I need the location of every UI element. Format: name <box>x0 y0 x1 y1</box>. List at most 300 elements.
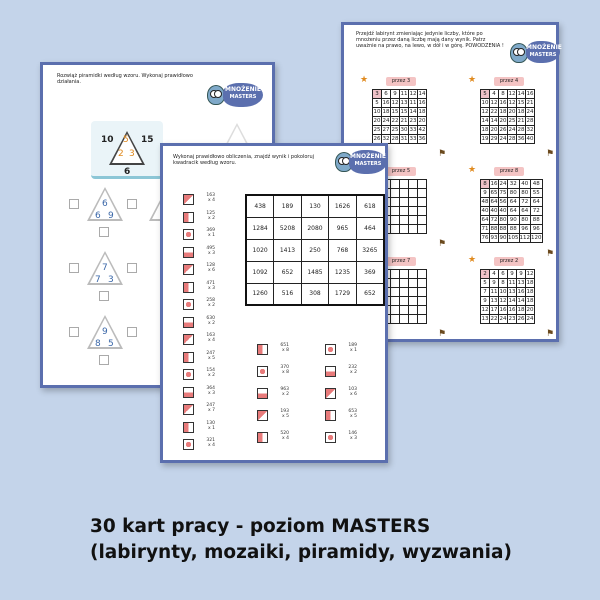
maze-cell[interactable]: 18 <box>526 298 534 304</box>
multiplication-task <box>197 316 215 326</box>
maze-cell[interactable]: 21 <box>400 118 408 124</box>
maze-cell[interactable]: 24 <box>508 127 516 133</box>
maze-cell[interactable] <box>391 306 400 315</box>
maze-cell[interactable]: 21 <box>517 118 525 124</box>
start-star-icon: ★ <box>468 165 477 175</box>
maze-cell[interactable]: 27 <box>382 127 390 133</box>
maze-cell[interactable]: 16 <box>517 289 525 295</box>
multiplication-task <box>271 365 289 375</box>
task-multiplier: x 2 <box>208 373 215 378</box>
maze-cell[interactable]: 29 <box>490 136 498 142</box>
maze-cell[interactable]: 88 <box>499 226 507 232</box>
mosaic-cell[interactable]: 2080 <box>301 217 329 239</box>
maze-cell[interactable]: 13 <box>517 280 525 286</box>
maze-cell[interactable]: 40 <box>519 180 531 189</box>
mosaic-cell[interactable]: 965 <box>329 217 357 239</box>
maze-cell[interactable] <box>391 297 400 306</box>
maze-cell[interactable] <box>418 288 427 297</box>
maze-cell[interactable]: 12 <box>508 91 516 97</box>
maze-cell[interactable]: 14 <box>490 118 498 124</box>
finish-flag-icon: ⚑ <box>546 249 555 259</box>
maze-cell[interactable]: 24 <box>526 109 534 115</box>
maze-cell[interactable]: 90 <box>508 216 520 225</box>
maze-cell[interactable]: 12 <box>481 307 489 313</box>
maze-cell[interactable]: 25 <box>373 127 381 133</box>
answer-box[interactable] <box>99 227 109 237</box>
maze-cell[interactable] <box>400 198 409 207</box>
maze-cell[interactable]: 64 <box>508 198 520 207</box>
task-number: 370 <box>280 365 289 370</box>
mosaic-sample-tile <box>183 334 194 345</box>
maze-cell[interactable]: 10 <box>373 109 381 115</box>
maze-cell[interactable] <box>409 279 418 288</box>
maze-cell[interactable]: 64 <box>508 207 520 216</box>
maze-cell[interactable]: 5 <box>481 279 490 288</box>
finish-flag-icon: ⚑ <box>438 149 447 159</box>
maze-cell[interactable] <box>418 198 427 207</box>
maze-cell[interactable]: 36 <box>418 136 426 142</box>
mosaic-cell[interactable]: 369 <box>356 261 384 283</box>
maze-cell[interactable]: 64 <box>481 217 489 223</box>
maze-cell[interactable]: 96 <box>519 225 531 234</box>
maze-cell[interactable]: 88 <box>490 226 498 232</box>
maze-cell[interactable]: 23 <box>409 118 417 124</box>
maze-cell[interactable]: 4 <box>490 270 499 279</box>
maze-cell[interactable]: 13 <box>481 316 489 322</box>
multiplication-task <box>197 351 215 361</box>
mosaic-cell[interactable]: 1092 <box>246 261 274 283</box>
maze-cell[interactable]: 12 <box>508 100 516 106</box>
maze-cell[interactable] <box>391 270 400 279</box>
maze-cell[interactable]: 71 <box>481 226 489 232</box>
multiplication-task <box>197 421 215 431</box>
mosaic-cell[interactable]: 1284 <box>246 217 274 239</box>
mosaic-cell[interactable]: 308 <box>301 283 329 305</box>
mosaic-sample-tile <box>257 410 268 421</box>
maze-cell[interactable]: 10 <box>481 100 489 106</box>
maze-cell[interactable]: 15 <box>391 109 399 115</box>
maze-label: przez 7 <box>386 257 416 266</box>
maze-cell[interactable]: 12 <box>490 100 498 106</box>
maze-cell[interactable]: 36 <box>517 136 525 142</box>
maze-cell[interactable]: 55 <box>531 189 543 198</box>
maze-cell[interactable]: 32 <box>526 127 534 133</box>
maze-cell[interactable]: 31 <box>400 136 408 142</box>
maze-cell[interactable]: 16 <box>490 181 498 187</box>
maze-cell[interactable] <box>418 297 427 306</box>
mosaic-cell[interactable]: 652 <box>356 283 384 305</box>
maze-cell[interactable] <box>400 207 409 216</box>
maze-cell[interactable]: 9 <box>508 270 517 279</box>
maze-cell[interactable]: 28 <box>391 136 399 142</box>
mosaic-sample-tile <box>183 229 194 240</box>
maze-cell[interactable]: 56 <box>499 199 507 205</box>
maze-cell[interactable] <box>409 180 418 189</box>
maze-cell[interactable]: 13 <box>490 298 498 304</box>
maze-cell[interactable]: 18 <box>517 307 525 313</box>
task-multiplier: x 1 <box>208 233 215 238</box>
maze-cell[interactable]: 26 <box>517 316 525 322</box>
task-number: 163 <box>206 333 215 338</box>
maze-cell[interactable]: 30 <box>400 127 408 133</box>
maze-row <box>481 207 543 216</box>
maze-cell[interactable]: 65 <box>490 190 498 196</box>
example-top-right: 15 <box>141 135 154 145</box>
maze-cell[interactable]: 19 <box>481 136 489 142</box>
maze-cell[interactable]: 8 <box>499 90 508 99</box>
maze-cell[interactable] <box>400 189 409 198</box>
maze-cell[interactable]: 11 <box>400 91 408 97</box>
maze-cell[interactable]: 12 <box>526 271 534 277</box>
mosaic-cell[interactable]: 1235 <box>329 261 357 283</box>
mosaic-sample-tile <box>183 352 194 363</box>
maze-cell[interactable] <box>409 216 418 225</box>
maze-cell[interactable]: 25 <box>391 127 399 133</box>
maze-row <box>481 180 543 189</box>
task-number: 653 <box>348 409 357 414</box>
maze-cell[interactable]: 20 <box>508 109 516 115</box>
maze-cell[interactable] <box>418 207 427 216</box>
maze-cell[interactable]: 2 <box>481 270 490 279</box>
task-number: 364 <box>206 385 215 391</box>
pyramid-3-top: 9 <box>102 327 108 337</box>
maze-cell[interactable]: 18 <box>517 109 525 115</box>
answer-box[interactable] <box>127 327 137 337</box>
maze-cell[interactable] <box>418 225 427 234</box>
maze-cell[interactable]: 15 <box>517 100 525 106</box>
maze-cell[interactable]: 105 <box>508 235 519 241</box>
maze-cell[interactable]: 22 <box>391 118 399 124</box>
maze-cell[interactable] <box>418 180 427 189</box>
maze-cell[interactable] <box>391 225 400 234</box>
maze-cell[interactable]: 18 <box>526 289 534 295</box>
mosaic-cell[interactable]: 1626 <box>329 195 357 217</box>
maze-cell[interactable] <box>418 306 427 315</box>
maze-row <box>481 225 543 234</box>
maze-cell[interactable]: 24 <box>526 316 534 322</box>
task-multiplier: x 3 <box>208 390 215 396</box>
caption-line-1: 30 kart pracy - poziom MASTERS <box>90 516 431 537</box>
maze-cell[interactable]: 18 <box>382 109 390 115</box>
maze-cell[interactable]: 12 <box>481 109 489 115</box>
maze-cell[interactable]: 33 <box>409 127 417 133</box>
maze-cell[interactable]: 20 <box>499 118 507 124</box>
maze-cell[interactable]: 72 <box>490 217 498 223</box>
maze-cell[interactable]: 11 <box>508 280 516 286</box>
maze-cell[interactable] <box>400 297 409 306</box>
maze-cell[interactable]: 16 <box>499 307 507 313</box>
multiplication-task <box>271 431 289 441</box>
maze-cell[interactable]: 88 <box>508 225 520 234</box>
maze-cell[interactable]: 76 <box>481 235 489 241</box>
multiplication-task <box>197 386 215 396</box>
maze-cell[interactable]: 112 <box>519 235 530 241</box>
maze-cell[interactable]: 28 <box>517 127 525 133</box>
maze-cell[interactable] <box>418 216 427 225</box>
maze-cell[interactable]: 23 <box>508 316 516 322</box>
maze-cell[interactable] <box>391 288 400 297</box>
maze-cell[interactable] <box>409 270 418 279</box>
maze-cell[interactable]: 13 <box>508 289 516 295</box>
maze-row <box>481 90 535 99</box>
maze-cell[interactable]: 40 <box>490 208 498 214</box>
maze-cell[interactable]: 18 <box>526 280 534 286</box>
maze-cell[interactable] <box>409 207 418 216</box>
maze-cell[interactable]: 48 <box>481 199 489 205</box>
maze-cell[interactable] <box>391 279 400 288</box>
maze-cell[interactable] <box>409 288 418 297</box>
answer-box[interactable] <box>69 327 79 337</box>
maze-cell[interactable]: 6 <box>382 90 391 99</box>
multiplication-task <box>197 263 215 273</box>
maze-cell[interactable]: 12 <box>391 100 399 106</box>
task-multiplier: x 2 <box>282 392 289 397</box>
maze-cell[interactable]: 24 <box>382 118 390 124</box>
maze-cell[interactable]: 16 <box>526 91 534 97</box>
task-number: 495 <box>206 245 215 251</box>
maze-cell[interactable] <box>409 198 418 207</box>
maze-cell[interactable]: 20 <box>373 118 381 124</box>
maze-cell[interactable] <box>391 180 400 189</box>
maze-cell[interactable] <box>418 279 427 288</box>
maze-table <box>480 179 543 243</box>
maze-cell[interactable]: 80 <box>499 217 507 223</box>
maze-cell[interactable]: 16 <box>382 100 390 106</box>
maze-cell[interactable]: 28 <box>508 136 516 142</box>
maze-cell[interactable] <box>418 189 427 198</box>
task-multiplier: x 7 <box>208 408 215 413</box>
mosaic-sample-tile <box>257 388 268 399</box>
mosaic-cell[interactable]: 130 <box>301 195 329 217</box>
pyramid-2-left: 7 <box>95 275 101 285</box>
maze-cell[interactable] <box>391 207 400 216</box>
multiplication-task <box>197 246 215 256</box>
maze-cell[interactable]: 32 <box>382 136 390 142</box>
task-multiplier: x 3 <box>208 250 215 256</box>
maze-cell[interactable]: 5 <box>373 99 382 108</box>
maze-cell[interactable]: 16 <box>418 100 426 106</box>
maze-cell[interactable]: 96 <box>531 225 543 234</box>
maze-cell[interactable] <box>391 216 400 225</box>
maze-cell[interactable]: 22 <box>490 316 498 322</box>
mosaic-table <box>245 194 385 306</box>
maze-cell[interactable]: 12 <box>409 91 417 97</box>
caption-line-2: (labirynty, mozaiki, piramidy, wyzwania) <box>90 542 512 563</box>
maze-cell[interactable] <box>400 180 409 189</box>
maze-cell[interactable] <box>400 279 409 288</box>
mosaic-sample-tile <box>183 247 194 258</box>
answer-box[interactable] <box>69 199 79 209</box>
maze-cell[interactable]: 11 <box>490 289 498 295</box>
maze-cell[interactable]: 64 <box>519 207 531 216</box>
maze-cell[interactable]: 90 <box>499 235 507 241</box>
logo-badge: MNOŻENIE MASTERS <box>526 41 560 63</box>
multiplication-task <box>197 298 215 308</box>
maze-cell[interactable]: 64 <box>490 199 498 205</box>
maze-cell[interactable]: 32 <box>508 180 520 189</box>
maze-cell[interactable]: 9 <box>490 279 499 288</box>
finish-flag-icon: ⚑ <box>438 239 447 249</box>
answer-box[interactable] <box>99 355 109 365</box>
maze-cell[interactable] <box>400 216 409 225</box>
maze-cell[interactable]: 17 <box>490 307 498 313</box>
maze-cell[interactable]: 18 <box>481 127 489 133</box>
maze-cell[interactable]: 16 <box>499 100 507 106</box>
maze-cell[interactable] <box>400 306 409 315</box>
maze-cell[interactable]: 9 <box>517 270 526 279</box>
maze-cell[interactable]: 5 <box>481 90 490 99</box>
maze-label: przez 3 <box>386 77 416 86</box>
maze-cell[interactable]: 25 <box>508 118 516 124</box>
maze-cell[interactable]: 22 <box>490 109 498 115</box>
maze-cell[interactable]: 75 <box>499 190 507 196</box>
maze-cell[interactable]: 6 <box>499 270 508 279</box>
maze-table <box>480 89 535 144</box>
multiplication-task <box>339 365 357 375</box>
maze-row <box>481 270 535 279</box>
maze-cell[interactable]: 20 <box>490 127 498 133</box>
mosaic-cell[interactable]: 5208 <box>274 217 302 239</box>
mosaic-cell[interactable]: 516 <box>274 283 302 305</box>
maze-cell[interactable]: 80 <box>508 189 520 198</box>
maze-cell[interactable] <box>391 198 400 207</box>
mosaic-row <box>246 283 384 305</box>
maze-row <box>481 315 535 324</box>
maze-cell[interactable]: 33 <box>409 136 417 142</box>
maze-cell[interactable]: 14 <box>517 298 525 304</box>
maze-cell[interactable] <box>409 189 418 198</box>
maze-row <box>481 108 535 117</box>
maze-cell[interactable]: 14 <box>508 298 516 304</box>
mosaic-cell[interactable]: 250 <box>301 239 329 261</box>
maze-cell[interactable]: 20 <box>418 118 426 124</box>
mosaic-cell[interactable]: 652 <box>274 261 302 283</box>
mosaic-cell[interactable]: 1020 <box>246 239 274 261</box>
maze-cell[interactable]: 9 <box>481 189 490 198</box>
maze-cell[interactable]: 42 <box>418 127 426 133</box>
maze-cell[interactable]: 26 <box>499 127 507 133</box>
maze-cell[interactable]: 72 <box>519 198 531 207</box>
task-number: 258 <box>206 298 215 303</box>
maze-cell[interactable] <box>409 225 418 234</box>
mosaic-cell[interactable]: 1260 <box>246 283 274 305</box>
maze-cell[interactable]: 20 <box>526 307 534 313</box>
mosaic-row <box>246 195 384 217</box>
maze-cell[interactable]: 18 <box>418 109 426 115</box>
maze-cell[interactable] <box>400 288 409 297</box>
maze-cell[interactable]: 24 <box>499 181 507 187</box>
maze-cell[interactable]: 14 <box>409 109 417 115</box>
answer-box[interactable] <box>127 199 137 209</box>
pyramid-3-right: 5 <box>108 339 114 349</box>
maze-cell[interactable]: 40 <box>481 208 489 214</box>
task-number: 232 <box>348 365 357 370</box>
answer-box[interactable] <box>69 263 79 273</box>
maze-cell[interactable]: 7 <box>481 288 490 297</box>
answer-box[interactable] <box>127 263 137 273</box>
maze-cell[interactable]: 11 <box>409 100 417 106</box>
maze-cell[interactable]: 21 <box>526 100 534 106</box>
mosaic-cell[interactable]: 189 <box>274 195 302 217</box>
maze-cell[interactable]: 24 <box>499 136 507 142</box>
maze-cell[interactable]: 40 <box>499 208 507 214</box>
mosaic-sample-tile <box>325 410 336 421</box>
task-number: 128 <box>206 263 215 268</box>
maze-cell[interactable]: 14 <box>481 118 489 124</box>
maze-cell[interactable]: 9 <box>481 297 490 306</box>
mosaic-sample-tile <box>183 369 194 380</box>
finish-flag-icon: ⚑ <box>546 149 555 159</box>
maze-cell[interactable]: 80 <box>519 189 531 198</box>
multiplication-task <box>197 281 215 291</box>
maze-row <box>481 135 535 144</box>
task-multiplier: x 2 <box>350 370 357 375</box>
maze-cell[interactable]: 18 <box>499 109 507 115</box>
worksheet-mosaic <box>160 143 388 463</box>
mosaic-sample-tile <box>325 432 336 443</box>
maze-cell[interactable] <box>418 270 427 279</box>
maze-cell[interactable]: 8 <box>499 279 508 288</box>
maze-cell[interactable]: 26 <box>373 136 381 142</box>
mosaic-sample-tile <box>183 299 194 310</box>
maze-cell[interactable]: 120 <box>531 235 542 241</box>
maze-cell[interactable] <box>409 297 418 306</box>
mosaic-cell[interactable]: 1413 <box>274 239 302 261</box>
maze-cell[interactable] <box>391 189 400 198</box>
maze-cell[interactable] <box>409 315 418 324</box>
maze-cell[interactable]: 40 <box>526 136 534 142</box>
maze-cell[interactable]: 14 <box>517 91 525 97</box>
maze-cell[interactable]: 93 <box>490 235 498 241</box>
mosaic-cell[interactable]: 618 <box>356 195 384 217</box>
maze-cell[interactable]: 15 <box>400 109 408 115</box>
maze-cell[interactable]: 64 <box>531 198 543 207</box>
maze-cell[interactable] <box>400 225 409 234</box>
maze-cell[interactable]: 10 <box>499 289 507 295</box>
maze-cell[interactable]: 24 <box>499 316 507 322</box>
maze-cell[interactable]: 4 <box>490 90 499 99</box>
maze-cell[interactable]: 12 <box>499 298 507 304</box>
mosaic-cell[interactable]: 464 <box>356 217 384 239</box>
maze-cell[interactable]: 80 <box>519 216 531 225</box>
maze-cell[interactable]: 14 <box>418 91 426 97</box>
maze-cell[interactable] <box>400 315 409 324</box>
example-pyramid <box>91 121 163 179</box>
maze-cell[interactable]: 88 <box>531 216 543 225</box>
maze-cell[interactable]: 8 <box>481 180 490 189</box>
task-number: 520 <box>280 431 289 436</box>
mosaic-cell[interactable]: 1485 <box>301 261 329 283</box>
maze-cell[interactable] <box>400 270 409 279</box>
maze-cell[interactable]: 16 <box>508 307 516 313</box>
maze-cell[interactable] <box>418 315 427 324</box>
mosaic-cell[interactable]: 1729 <box>329 283 357 305</box>
maze-cell[interactable]: 13 <box>400 100 408 106</box>
maze-cell[interactable]: 3 <box>373 90 382 99</box>
mosaic-cell[interactable]: 3265 <box>356 239 384 261</box>
mosaic-instruction: Wykonaj prawidłowo obliczenia, znajdź wynik i pokoloruj kwadracik według wzoru. <box>173 154 315 166</box>
maze-cell[interactable]: 72 <box>531 207 543 216</box>
maze-cell[interactable]: 28 <box>526 118 534 124</box>
mosaic-cell[interactable]: 768 <box>329 239 357 261</box>
maze-cell[interactable] <box>391 315 400 324</box>
maze-cell[interactable]: 9 <box>391 90 400 99</box>
maze-cell[interactable]: 48 <box>531 180 543 189</box>
mosaic-sample-tile <box>183 194 194 205</box>
maze-cell[interactable] <box>409 306 418 315</box>
mosaic-cell[interactable]: 438 <box>246 195 274 217</box>
answer-box[interactable] <box>99 291 109 301</box>
